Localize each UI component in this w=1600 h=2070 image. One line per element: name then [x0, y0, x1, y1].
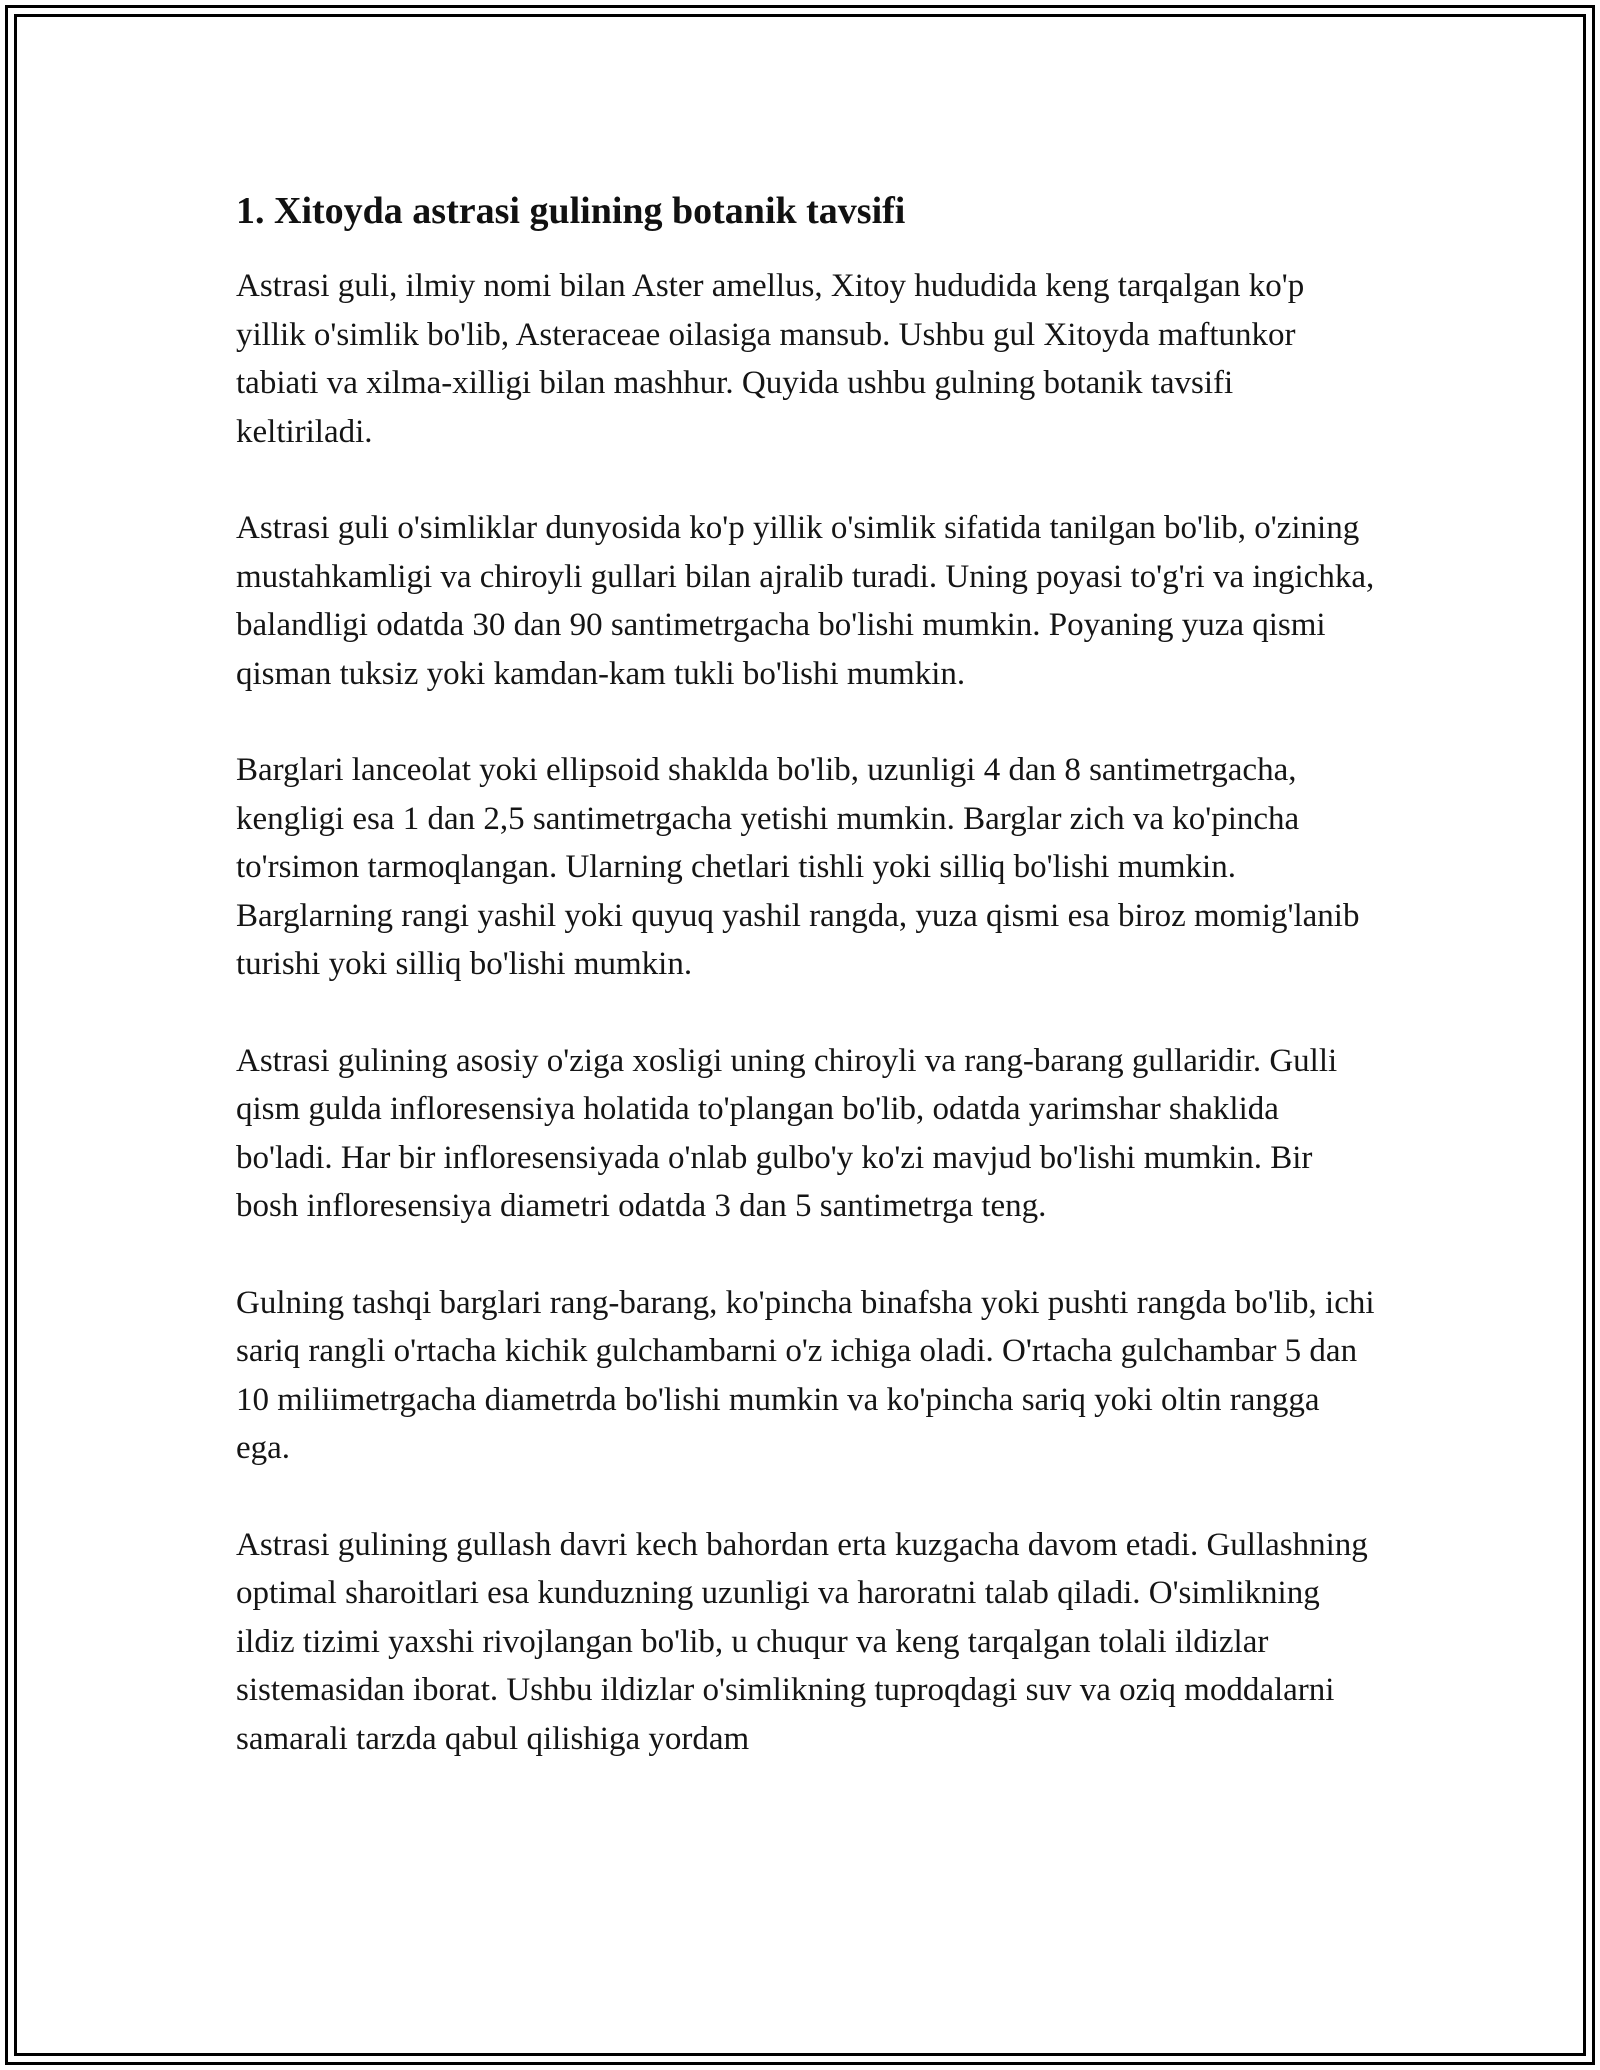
document-body — [236, 188, 1376, 1811]
paragraph-inflorescence: Astrasi gulining asosiy o'ziga xosligi uning chiroyli va rang-barang gullaridir. Gulli qism gulda infloresensiya holatida to'plangan bo'lib, odatda yarimshar shaklida bo'ladi. Har bir infloresensiyada o'nlab gulbo'y ko'zi mavjud bo'lishi mumkin. Bir bosh infloresensiya diametri odatda 3 dan 5 santimetrga teng. — [236, 1042, 1338, 1224]
paragraph-flowering-roots: Astrasi gulining gullash davri kech bahordan erta kuzgacha davom etadi. Gullashning optimal sharoitlari esa kunduzning uzunligi va haroratni talab qiladi. O'simlikning ildiz tizimi yaxshi rivojlangan bo'lib, u chuqur va keng tarqalgan tolali ildizlar sistemasidan iborat. Ushbu ildizlar o'simlikning tuproqdagi suv va oziq moddalarni samarali tarzda qabul qilishiga yordam — [236, 1526, 1368, 1757]
paragraph-stem: Astrasi guli o'simliklar dunyosida ko'p yillik o'simlik sifatida tanilgan bo'lib, o'zining mustahkamligi va chiroyli gullari bilan ajralib turadi. Uning poyasi to'g'ri va ingichka, balandligi odatda 30 dan 90 santimetrgacha bo'lishi mumkin. Poyaning yuza qismi qisman tuksiz yoki kamdan-kam tukli bo'lishi mumkin. — [236, 510, 1375, 692]
section-heading: 1. Xitoyda astrasi gulining botanik tavsifi — [236, 190, 906, 232]
paragraph-petals: Gulning tashqi barglari rang-barang, ko'pincha binafsha yoki pushti rangda bo'lib, ichi sariq rangli o'rtacha kichik gulchambarni o'z ichiga oladi. O'rtacha gulchambar 5 dan 10 miliimetrgacha diametrda bo'lishi mumkin va ko'pincha sariq yoki oltin rangga ega. — [236, 1284, 1375, 1466]
paragraph-leaves: Barglari lanceolat yoki ellipsoid shakldа bo'lib, uzunligi 4 dan 8 santimetrgacha, kengligi esa 1 dan 2,5 santimetrgacha yetishi mumkin. Barglar zich va ko'pincha to'rsimon tarmoqlangan. Ularning chetlari tishli yoki silliq bo'lishi mumkin. Barglarning rangi yashil yoki quyuq yashil rangda, yuza qismi esa biroz momig'lanib turishi yoki silliq bo'lishi mumkin. — [236, 752, 1360, 982]
paragraph-intro: Astrasi guli, ilmiy nomi bilan Aster amellus, Xitoy hududida keng tarqalgan ko'p yillik o'simlik bo'lib, Asteraceae oilasiga mansub. Ushbu gul Xitoyda maftunkor tabiati va xilma-xilligi bilan mashhur. Quyida ushbu gulning botanik tavsifi keltiriladi. — [236, 268, 1305, 450]
